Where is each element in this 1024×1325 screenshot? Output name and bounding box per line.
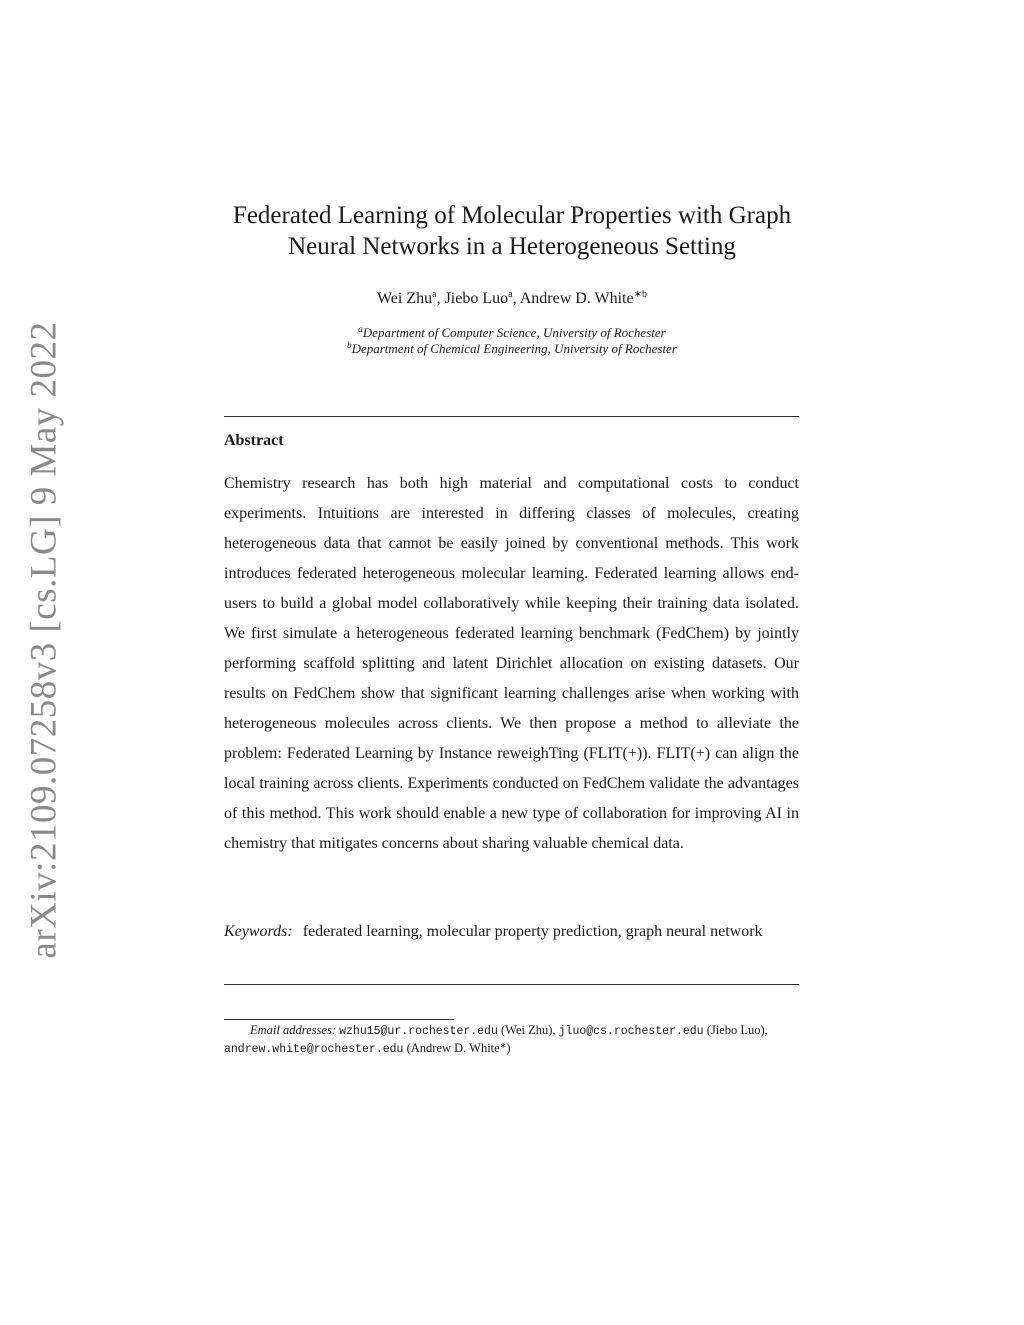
affiliation-mark: b (347, 340, 352, 350)
email-owner-1: (Wei Zhu), (500, 1023, 556, 1037)
abstract-bottom-rule (224, 984, 799, 985)
author-affiliation-mark: ∗b (633, 289, 647, 300)
author-name: Jiebo Luo (444, 290, 509, 307)
author-name: Andrew D. White (519, 290, 634, 307)
email-address-3[interactable]: andrew.white@rochester.edu (224, 1043, 404, 1056)
footnote-rule (224, 1019, 454, 1020)
paper-title-line-2: Neural Networks in a Heterogeneous Setting (288, 233, 736, 260)
keywords-text: federated learning, molecular property prediction, graph neural network (302, 923, 763, 940)
email-owner-3 (407, 1041, 511, 1055)
author-list: Wei Zhu$^a$, Jiebo Luo$^a$, Andrew D. White$^{∗b}$ (376, 289, 647, 307)
affiliation-text: Department of Computer Science, University of Rochester (362, 325, 666, 340)
email-address-1[interactable]: wzhu15@ur.rochester.edu (339, 1025, 498, 1038)
abstract-body: Chemistry research has both high material and computational costs to conduct experiments. Intuitions are interested in differing classes of molecules, creating heterogeneous data that cannot be easily joined by conventional methods. This work introduces federated heterogeneous molecular learning. Federated learning allows end-users to build a global model collaboratively while keeping their training data isolated. We first simulate a heterogeneous federated learning benchmark (FedChem) by jointly performing scaffold splitting and latent Dirichlet allocation on existing datasets. Our results on FedChem show that significant learning challenges arise when working with heterogeneous molecules across clients. We then propose a method to alleviate the problem: Federated Learning by Instance reweighTing (FLIT(+)). FLIT(+) can align the local training across clients. Experiments conducted on FedChem validate the advantages of this method. This work should enable a new type of collaboration for improving AI in chemistry that mitigates concerns about sharing valuable chemical data. (224, 475, 799, 852)
author-affiliation-mark: a (432, 289, 437, 300)
affiliation-list (200, 325, 824, 357)
email-owner-3-close: ) (506, 1041, 511, 1055)
email-owner-3-name: (Andrew D. White (406, 1041, 500, 1055)
author-name: Wei Zhu (376, 290, 433, 307)
keywords-label: Keywords: (224, 923, 293, 940)
affiliation-line (200, 325, 824, 341)
email-address-2[interactable]: jluo@cs.rochester.edu (558, 1025, 704, 1038)
affiliation-text: Department of Chemical Engineering, University of Rochester (351, 341, 677, 356)
affiliation-line (200, 341, 824, 357)
author-affiliation-mark: a (508, 289, 513, 300)
email-footnote (224, 1022, 799, 1058)
keywords-block (224, 917, 784, 947)
email-owner-2: (Jiebo Luo), (706, 1023, 768, 1037)
abstract-heading: Abstract (224, 432, 284, 449)
footnote-label: Email addresses: (250, 1023, 336, 1037)
paper-title (200, 200, 824, 262)
corresponding-author-mark: ∗ (499, 1041, 507, 1050)
arxiv-identifier-stamp: arXiv:2109.07258v3 [cs.LG] 9 May 2022 (23, 321, 65, 959)
paper-title-line-1: Federated Learning of Molecular Properties with Graph (232, 202, 792, 229)
affiliation-mark: a (358, 324, 363, 334)
abstract-top-rule (224, 416, 799, 417)
